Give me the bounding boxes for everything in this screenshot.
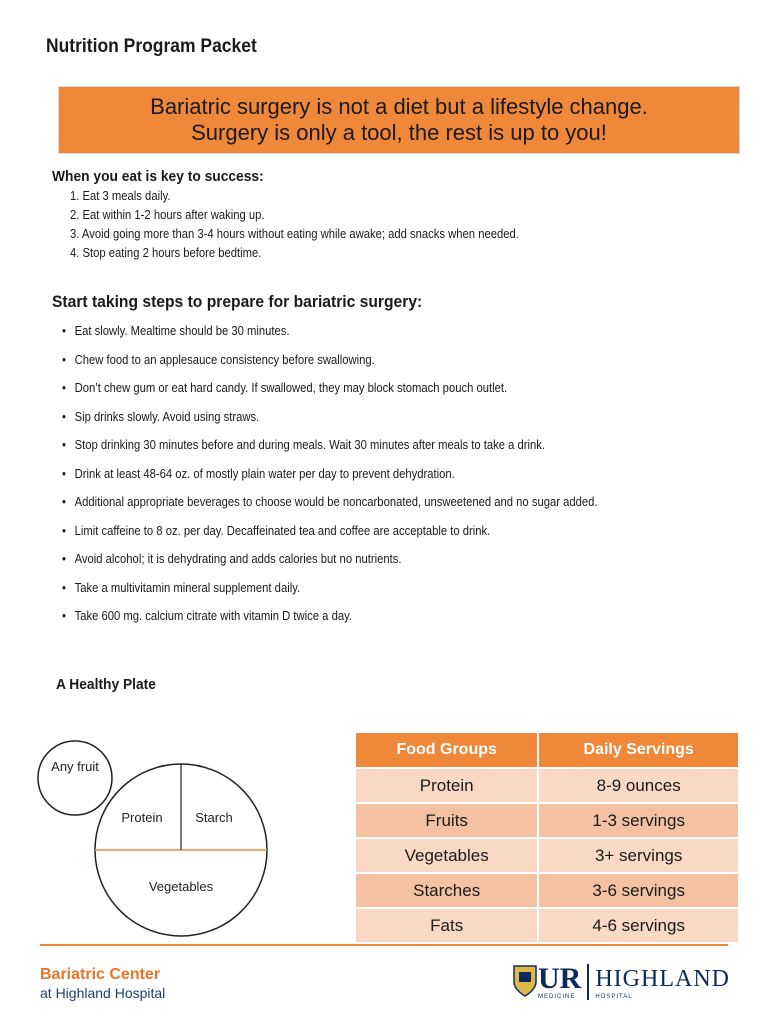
logo-ur-sub: MEDICINE <box>538 994 576 1000</box>
food-group-cell: Protein <box>355 768 538 803</box>
list-item: 1. Eat 3 meals daily. <box>70 189 171 203</box>
banner-line-2: Surgery is only a tool, the rest is up to you! <box>191 120 607 145</box>
bullet: • <box>62 324 66 338</box>
servings-cell: 4-6 servings <box>538 908 739 943</box>
bullet: • <box>62 466 66 481</box>
servings-cell: 3-6 servings <box>538 873 739 908</box>
brand-line-2: at Highland Hospital <box>40 985 166 1001</box>
servings-cell: 3+ servings <box>538 838 739 873</box>
vegetables-label: Vegetables <box>148 879 214 894</box>
list-item: • Take a multivitamin mineral supplement daily. <box>62 578 598 607</box>
list-item: • Drink at least 48-64 oz. of mostly plain water per day to prevent dehydration. <box>62 464 598 493</box>
bullet: • <box>62 609 66 623</box>
food-group-cell: Fruits <box>355 803 538 838</box>
list-item: • Sip drinks slowly. Avoid using straws. <box>62 407 598 436</box>
when-heading: When you eat is key to success: <box>52 168 264 185</box>
servings-cell: 8-9 ounces <box>538 768 739 803</box>
list-item: • Don’t chew gum or eat hard candy. If swallowed, they may block stomach pouch outlet. <box>62 378 598 407</box>
bariatric-center-logo <box>40 966 165 1002</box>
list-item: • Avoid alcohol; it is dehydrating and adds calories but no nutrients. <box>62 549 598 578</box>
plate-heading: A Healthy Plate <box>56 676 156 693</box>
bullet: • <box>62 580 66 595</box>
meal-timing-list <box>70 187 569 263</box>
motto-banner <box>58 86 740 154</box>
page-title: Nutrition Program Packet <box>46 36 257 57</box>
logo-highland-sub: HOSPITAL <box>595 994 633 1000</box>
table-row <box>355 838 739 873</box>
list-item: • Additional appropriate beverages to choose would be noncarbonated, unsweetened and no sugar added. <box>62 492 598 521</box>
table-row <box>355 873 739 908</box>
list-item: 3. Avoid going more than 3-4 hours without eating while awake; add snacks when needed. <box>70 227 519 241</box>
list-item: • Chew food to an applesauce consistency before swallowing. <box>62 350 598 379</box>
logo-ur: UR <box>538 962 582 995</box>
food-group-cell: Vegetables <box>355 838 538 873</box>
list-item: • Eat slowly. Mealtime should be 30 minutes. <box>62 321 598 350</box>
footer-divider <box>40 944 728 946</box>
servings-table <box>354 731 740 944</box>
food-group-cell: Starches <box>355 873 538 908</box>
list-item: • Stop drinking 30 minutes before and during meals. Wait 30 minutes after meals to take a drink. <box>62 435 598 464</box>
logo-divider <box>587 964 589 1000</box>
table-row <box>355 803 739 838</box>
header-food-groups: Food Groups <box>355 732 538 768</box>
steps-heading: Start taking steps to prepare for bariatric surgery: <box>52 292 423 311</box>
header-daily-servings: Daily Servings <box>538 732 739 768</box>
starch-label: Starch <box>195 810 233 825</box>
brand-line-1: Bariatric Center <box>40 966 161 983</box>
steps-list <box>62 321 657 635</box>
table-row <box>355 768 739 803</box>
bullet: • <box>62 438 66 452</box>
fruit-label: Any fruit <box>51 759 99 774</box>
bullet: • <box>62 409 66 424</box>
bullet: • <box>62 381 66 395</box>
list-item: 2. Eat within 1-2 hours after waking up. <box>70 208 265 222</box>
bullet: • <box>62 495 66 509</box>
bullet: • <box>62 523 66 538</box>
food-group-cell: Fats <box>355 908 538 943</box>
bullet: • <box>62 352 66 367</box>
fruit-circle <box>38 741 112 815</box>
table-header-row <box>355 732 739 768</box>
servings-cell: 1-3 servings <box>538 803 739 838</box>
protein-label: Protein <box>121 810 163 825</box>
ur-highland-logo <box>512 964 730 1000</box>
list-item: • Take 600 mg. calcium citrate with vitamin D twice a day. <box>62 606 598 635</box>
bullet: • <box>62 552 66 566</box>
list-item: 4. Stop eating 2 hours before bedtime. <box>70 246 262 260</box>
banner-line-1: Bariatric surgery is not a diet but a lifestyle change. <box>150 94 648 119</box>
table-row <box>355 908 739 943</box>
logo-highland: HIGHLAND <box>595 966 730 992</box>
list-item: • Limit caffeine to 8 oz. per day. Decaffeinated tea and coffee are acceptable to drink. <box>62 521 598 550</box>
healthy-plate-diagram <box>0 720 290 940</box>
shield-icon <box>512 964 538 998</box>
